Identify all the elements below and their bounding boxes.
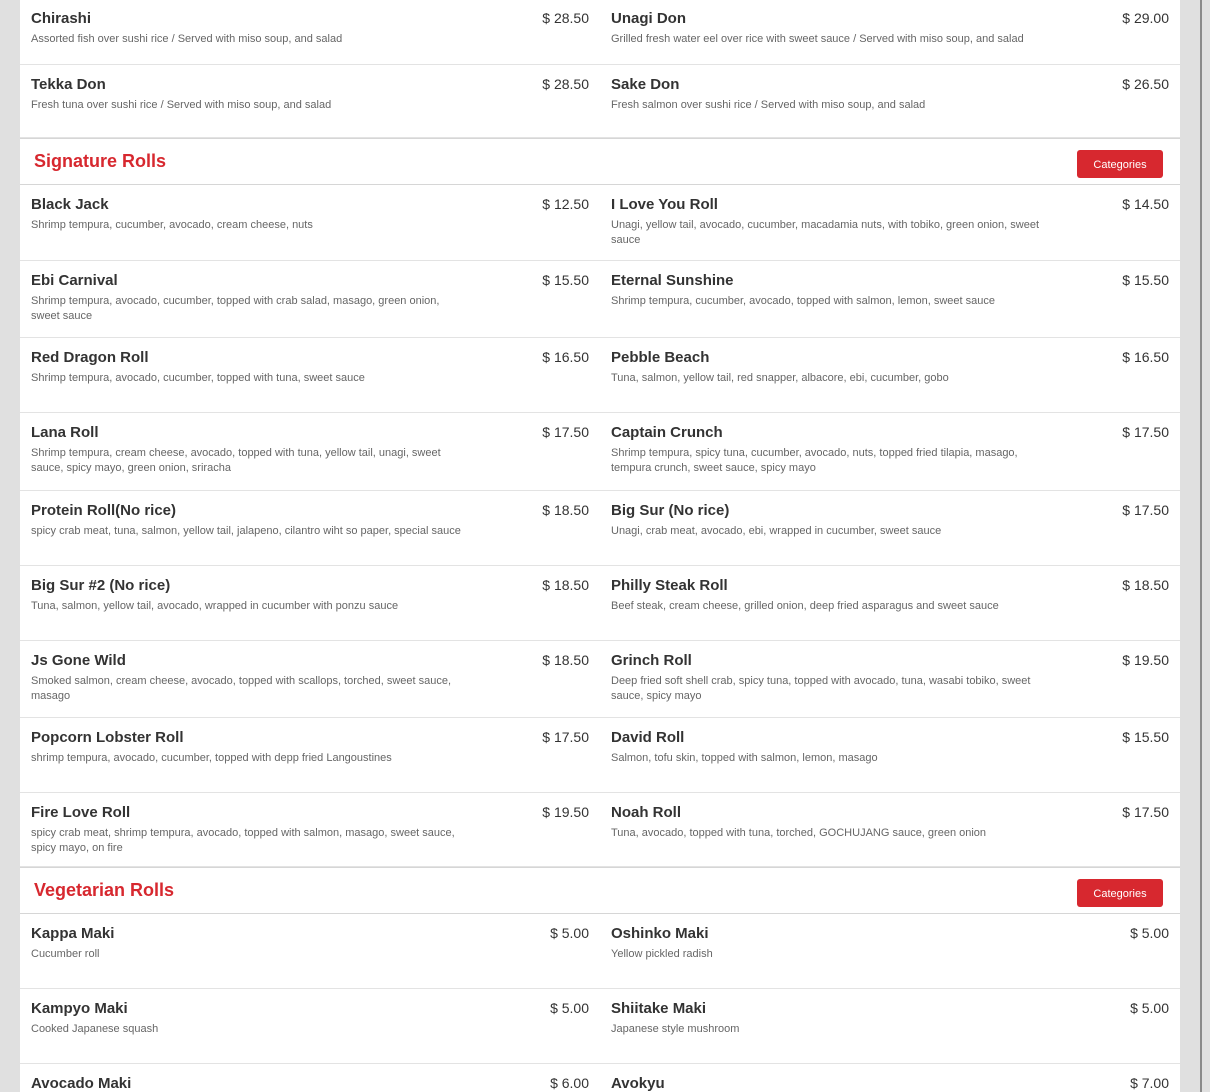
item-name: Kampyo Maki: [31, 1000, 128, 1017]
menu-item[interactable]: [611, 65, 1169, 137]
menu-row: [20, 491, 1180, 566]
item-description: Assorted fish over sushi rice / Served with miso soup, and salad: [31, 33, 343, 45]
item-description: Salmon, tofu skin, topped with salmon, lemon, masago: [611, 752, 878, 764]
menu-item[interactable]: [611, 185, 1169, 260]
menu-item[interactable]: [31, 989, 589, 1063]
item-price: $ 16.50: [1122, 349, 1169, 365]
menu-row: [20, 0, 1180, 65]
item-name: Kappa Maki: [31, 925, 115, 942]
item-name: Protein Roll(No rice): [31, 502, 177, 519]
menu-list: [20, 0, 1180, 1092]
menu-row: [20, 261, 1180, 338]
menu-row: [20, 793, 1180, 867]
item-name: Popcorn Lobster Roll: [31, 729, 184, 746]
item-description: Beef steak, cream cheese, grilled onion, deep fried asparagus and sweet sauce: [611, 600, 999, 612]
item-description: Yellow pickled radish: [611, 948, 713, 960]
item-name: Black Jack: [31, 196, 109, 213]
item-description: Tuna, salmon, yellow tail, red snapper, albacore, ebi, cucumber, gobo: [611, 372, 949, 384]
menu-item[interactable]: [31, 1064, 589, 1092]
item-name: Eternal Sunshine: [611, 272, 734, 289]
menu-row: [20, 989, 1180, 1064]
menu-item[interactable]: [611, 1064, 1169, 1092]
item-price: $ 19.50: [1122, 652, 1169, 668]
item-price: $ 15.50: [542, 272, 589, 288]
item-description: Unagi, crab meat, avocado, ebi, wrapped in cucumber, sweet sauce: [611, 525, 942, 537]
categories-button[interactable]: Categories: [1077, 879, 1163, 907]
menu-item[interactable]: [611, 413, 1169, 490]
item-description: Fresh salmon over sushi rice / Served with miso soup, and salad: [611, 99, 926, 111]
item-price: $ 18.50: [542, 502, 589, 518]
scrollbar[interactable]: [1200, 0, 1202, 1092]
item-price: $ 18.50: [1122, 577, 1169, 593]
item-name: Philly Steak Roll: [611, 577, 728, 594]
item-name: Shiitake Maki: [611, 1000, 707, 1017]
menu-item[interactable]: [31, 413, 589, 490]
section-title: Vegetarian Rolls: [34, 880, 175, 900]
item-price: $ 7.00: [1130, 1075, 1169, 1091]
item-price: $ 29.00: [1122, 10, 1169, 26]
menu-item[interactable]: [31, 793, 589, 866]
item-description: spicy crab meat, tuna, salmon, yellow tail, jalapeno, cilantro wiht so paper, special sauce: [31, 525, 461, 537]
item-description: Smoked salmon, cream cheese, avocado, topped with scallops, torched, sweet sauce, masago: [31, 675, 452, 702]
menu-item[interactable]: [611, 0, 1169, 64]
menu-item[interactable]: [611, 261, 1169, 337]
item-name: Fire Love Roll: [31, 804, 131, 821]
item-name: Chirashi: [31, 10, 92, 27]
menu-row: [20, 65, 1180, 138]
item-description: Tuna, salmon, yellow tail, avocado, wrapped in cucumber with ponzu sauce: [31, 600, 399, 612]
item-price: $ 5.00: [1130, 1000, 1169, 1016]
item-description: Fresh tuna over sushi rice / Served with miso soup, and salad: [31, 99, 332, 111]
menu-row: [20, 641, 1180, 718]
menu-item[interactable]: [31, 338, 589, 412]
item-price: $ 17.50: [542, 424, 589, 440]
item-price: $ 19.50: [542, 804, 589, 820]
menu-item[interactable]: [31, 566, 589, 640]
item-price: $ 12.50: [542, 196, 589, 212]
menu-item[interactable]: [31, 261, 589, 337]
menu-section: [20, 0, 1180, 138]
menu-item[interactable]: [31, 718, 589, 792]
menu-item[interactable]: [611, 491, 1169, 565]
item-description: Shrimp tempura, avocado, cucumber, topped with tuna, sweet sauce: [31, 372, 365, 384]
item-price: $ 17.50: [542, 729, 589, 745]
item-name: Sake Don: [611, 76, 680, 93]
item-name: Oshinko Maki: [611, 925, 709, 942]
menu-item[interactable]: [31, 641, 589, 717]
menu-item[interactable]: [611, 793, 1169, 866]
item-name: Unagi Don: [611, 10, 686, 27]
item-description: Unagi, yellow tail, avocado, cucumber, macadamia nuts, with tobiko, green onion, sweet sauce: [611, 219, 1040, 246]
item-name: Avocado Maki: [31, 1075, 132, 1092]
item-name: Big Sur (No rice): [611, 502, 730, 519]
item-price: $ 17.50: [1122, 424, 1169, 440]
item-price: $ 28.50: [542, 10, 589, 26]
item-price: $ 5.00: [550, 925, 589, 941]
menu-row: [20, 566, 1180, 641]
item-price: $ 5.00: [550, 1000, 589, 1016]
item-name: Captain Crunch: [611, 424, 723, 441]
item-price: $ 26.50: [1122, 76, 1169, 92]
menu-item[interactable]: [611, 914, 1169, 988]
item-price: $ 17.50: [1122, 804, 1169, 820]
section-header: [20, 138, 1180, 185]
menu-section: [20, 138, 1180, 867]
menu-row: [20, 914, 1180, 989]
item-description: Grilled fresh water eel over rice with sweet sauce / Served with miso soup, and salad: [611, 33, 1024, 45]
item-description: Cooked Japanese squash: [31, 1023, 159, 1035]
item-price: $ 14.50: [1122, 196, 1169, 212]
categories-button[interactable]: Categories: [1077, 150, 1163, 178]
item-description: Shrimp tempura, cucumber, avocado, topped with salmon, lemon, sweet sauce: [611, 295, 995, 307]
item-price: $ 15.50: [1122, 272, 1169, 288]
item-name: I Love You Roll: [611, 196, 718, 213]
item-description: Tuna, avocado, topped with tuna, torched, GOCHUJANG sauce, green onion: [611, 827, 987, 839]
item-price: $ 6.00: [550, 1075, 589, 1091]
menu-row: [20, 1064, 1180, 1092]
item-name: David Roll: [611, 729, 685, 746]
item-name: Lana Roll: [31, 424, 99, 441]
menu-item[interactable]: [611, 989, 1169, 1063]
menu-item[interactable]: [611, 566, 1169, 640]
item-name: Grinch Roll: [611, 652, 692, 669]
item-price: $ 18.50: [542, 577, 589, 593]
item-name: Tekka Don: [31, 76, 106, 93]
item-name: Big Sur #2 (No rice): [31, 577, 171, 594]
item-description: Shrimp tempura, cucumber, avocado, cream cheese, nuts: [31, 219, 313, 231]
item-description: Japanese style mushroom: [611, 1023, 740, 1035]
item-description: Deep fried soft shell crab, spicy tuna, topped with avocado, tuna, wasabi tobiko, sweet sauce, spicy mayo: [611, 675, 1031, 702]
item-price: $ 18.50: [542, 652, 589, 668]
menu-item[interactable]: [611, 641, 1169, 717]
item-name: Avokyu: [611, 1075, 665, 1092]
section-title: Signature Rolls: [34, 151, 167, 171]
item-description: spicy crab meat, shrimp tempura, avocado, topped with salmon, masago, sweet sauce, spicy mayo, on fire: [31, 827, 455, 854]
item-description: Cucumber roll: [31, 948, 100, 960]
menu-item[interactable]: [31, 491, 589, 565]
item-price: $ 5.00: [1130, 925, 1169, 941]
item-name: Noah Roll: [611, 804, 681, 821]
menu-item[interactable]: [31, 0, 589, 64]
menu-item[interactable]: [31, 914, 589, 988]
menu-row: [20, 338, 1180, 413]
item-description: Shrimp tempura, avocado, cucumber, topped with crab salad, masago, green onion, sweet sauce: [31, 295, 440, 322]
item-name: Js Gone Wild: [31, 652, 126, 669]
item-name: Pebble Beach: [611, 349, 710, 366]
item-price: $ 15.50: [1122, 729, 1169, 745]
item-description: Shrimp tempura, cream cheese, avocado, topped with tuna, yellow tail, unagi, sweet sauce, spicy mayo, green onion, sriracha: [31, 447, 441, 474]
menu-item[interactable]: [611, 338, 1169, 412]
item-name: Ebi Carnival: [31, 272, 118, 289]
item-price: $ 17.50: [1122, 502, 1169, 518]
menu-item[interactable]: [31, 65, 589, 137]
menu-row: [20, 413, 1180, 491]
menu-row: [20, 718, 1180, 793]
menu-row: [20, 185, 1180, 261]
menu-page: [20, 0, 1180, 1092]
menu-item[interactable]: [31, 185, 589, 260]
section-header: [20, 867, 1180, 914]
item-price: $ 16.50: [542, 349, 589, 365]
item-description: Shrimp tempura, spicy tuna, cucumber, avocado, nuts, topped fried tilapia, masago, tempura crunch, sweet sauce, spicy mayo: [611, 447, 1018, 474]
item-price: $ 28.50: [542, 76, 589, 92]
item-description: shrimp tempura, avocado, cucumber, topped with depp fried Langoustines: [31, 752, 392, 764]
menu-section: [20, 867, 1180, 1092]
item-name: Red Dragon Roll: [31, 349, 149, 366]
menu-item[interactable]: [611, 718, 1169, 792]
